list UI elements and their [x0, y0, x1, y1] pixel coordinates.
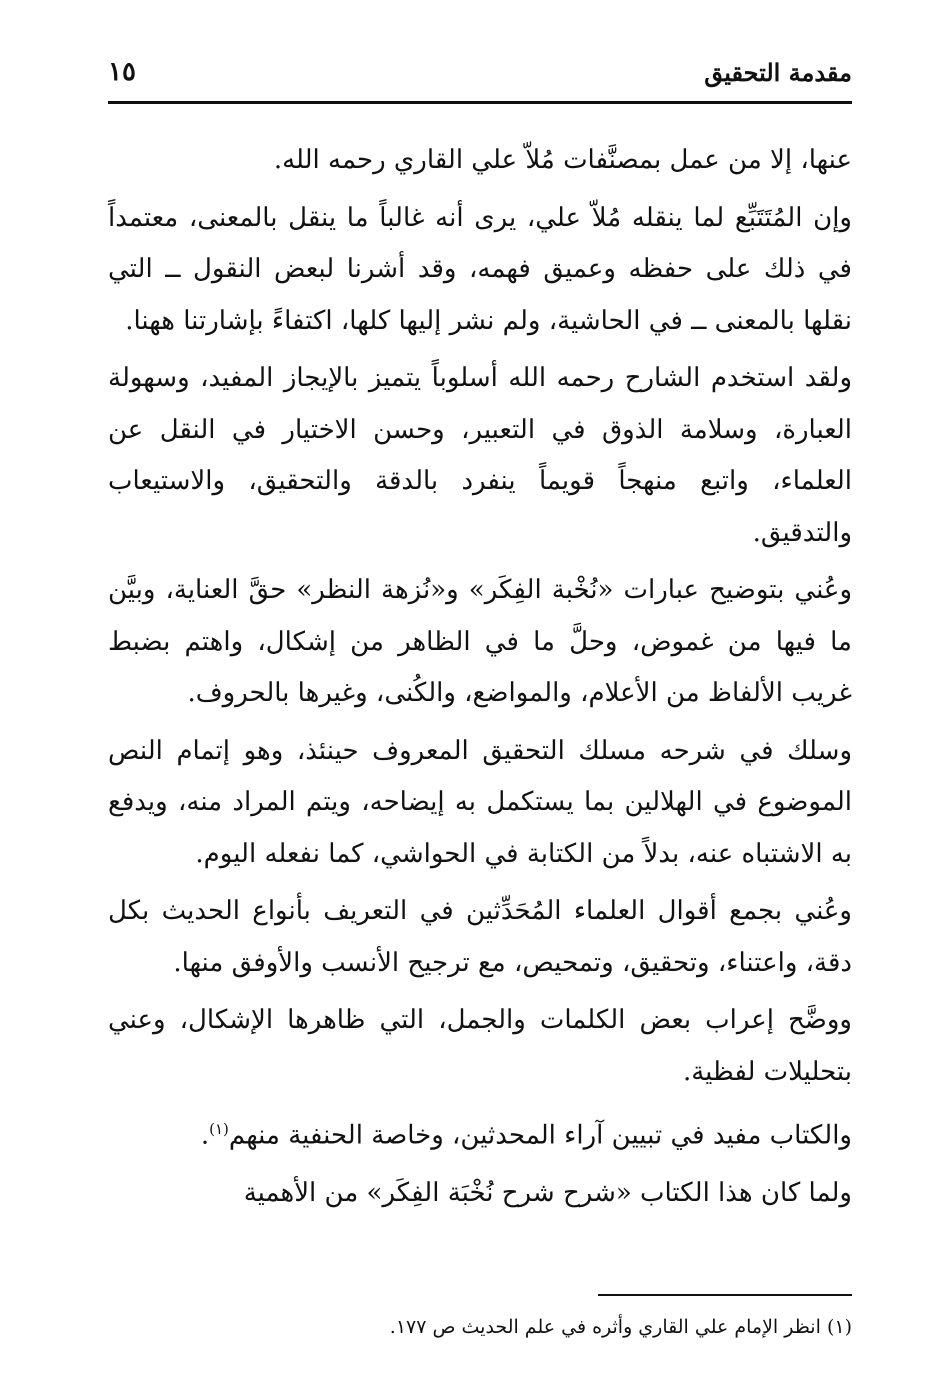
paragraph-5: وسلك في شرحه مسلك التحقيق المعروف حينئذ، وهو إتمام النص الموضوع في الهلالين بما يستكمل به إيضاحه، ويتم المراد منه، ويدفع به الاشتباه عنه، بدلاً من الكتابة في الحواشي، كما نفعله اليوم.: [108, 735, 852, 869]
paragraph-8-text: والكتاب مفيد في تبيين آراء المحدثين، وخاصة الحنفية منهم: [228, 1120, 852, 1151]
paragraph-6: وعُني بجمع أقوال العلماء المُحَدِّثين في التعريف بأنواع الحديث بكل دقة، واعتناء، وتحقيق، وتمحيص، مع ترجيح الأنسب والأوفق منها.: [108, 896, 852, 978]
footnote-rule: [598, 1294, 852, 1296]
body-text: [108, 135, 852, 1226]
paragraph-3: ولقد استخدم الشارح رحمه الله أسلوباً يتميز بالإيجاز المفيد، وسهولة العبارة، وسلامة الذوق في التعبير، وحسن الاختيار في النقل عن العلماء، واتبع منهجاً قويماً ينفرد بالدقة والتحقيق، والاستيعاب والتدقيق.: [108, 363, 852, 548]
paragraph-9: ولما كان هذا الكتاب «شرح شرح نُخْبَة الفِكَر» من الأهمية: [243, 1178, 852, 1209]
header-title: مقدمة التحقيق: [704, 57, 852, 87]
footnote-ref: (١): [826, 1316, 852, 1338]
footnote-marker: (١): [209, 1120, 229, 1138]
paragraph-2: وإن المُتَتَبِّع لما ينقله مُلاّ علي، يرى أنه غالباً ما ينقل بالمعنى، معتمداً في ذلك على حفظه وعميق فهمه، وقد أشرنا لبعض النقول ــ التي نقلها بالمعنى ــ في الحاشية، ولم نشر إليها كلها، اكتفاءً بإشارتنا ههنا.: [108, 202, 852, 336]
paragraph-4: وعُني بتوضيح عبارات «نُخْبة الفِكَر» و«نُزهة النظر» حقَّ العناية، وبيَّن ما فيها من غموض، وحلَّ ما في الظاهر من إشكال، واهتم بضبط غريب الألفاظ من الأعلام، والمواضع، والكُنى، وغيرها بالحروف.: [108, 575, 852, 708]
header-rule: [108, 101, 852, 104]
paragraph-8: والكتاب مفيد في تبيين آراء المحدثين، وخاصة الحنفية منهم$^{(١)}$.: [200, 1120, 852, 1151]
paragraph-1: عنها، إلا من عمل بمصنَّفات مُلاّ علي القاري رحمه الله.: [273, 145, 852, 175]
footnote: [108, 1312, 852, 1342]
running-header: [108, 50, 852, 94]
paragraph-7: ووضَّح إعراب بعض الكلمات والجمل، التي ظاهرها الإشكال، وعني بتحليلات لفظية.: [108, 1005, 852, 1087]
page-number: ١٥: [108, 57, 136, 87]
footnote-text: انظر الإمام علي القاري وأثره في علم الحديث ص ١٧٧.: [389, 1316, 821, 1338]
